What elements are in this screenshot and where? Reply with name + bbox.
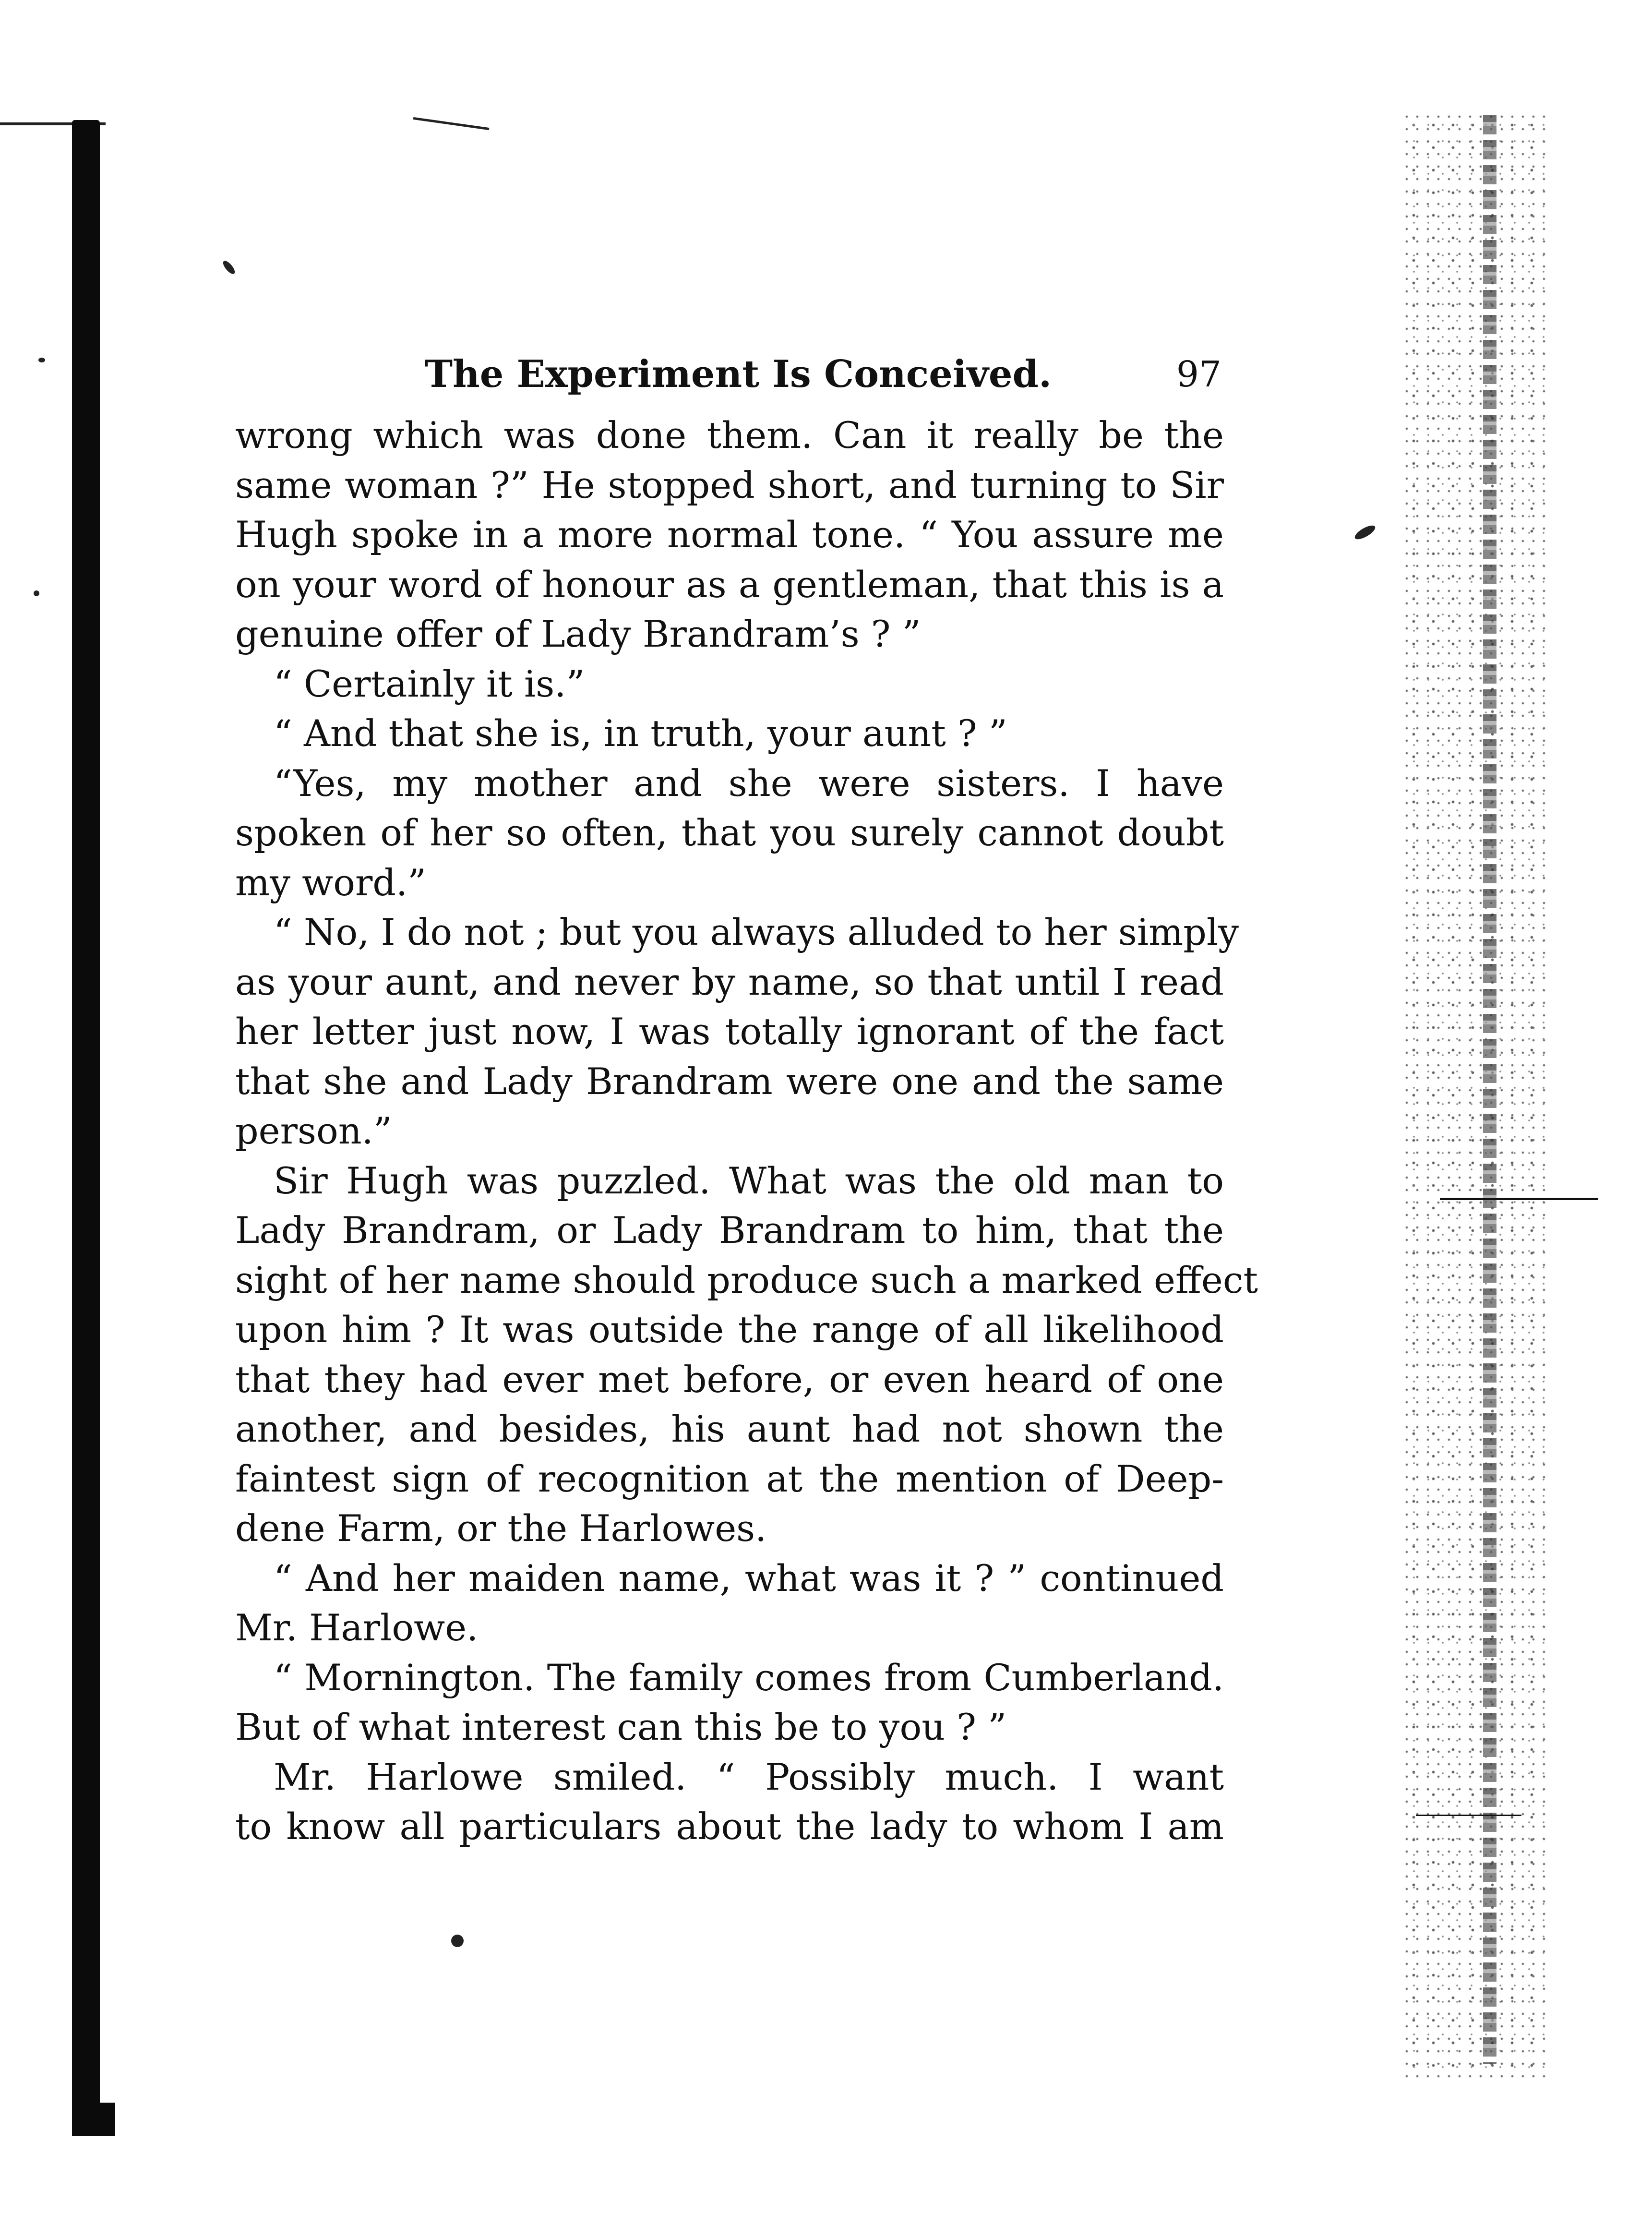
scan-speck <box>451 1935 464 1947</box>
text-line: Mr. Harlowe smiled. “ Possibly much. I want <box>274 1755 1224 1798</box>
scan-speck <box>221 259 237 276</box>
gutter-rule <box>1416 1815 1521 1816</box>
text-line: But of what interest can this be to you ? ” <box>235 1706 1007 1748</box>
text-line: “Yes, my mother and she were sisters. I have <box>274 761 1224 805</box>
body-text <box>235 410 1258 1852</box>
scan-speck <box>38 358 45 362</box>
text-line: Hugh spoke in a more normal tone. “ You assure me <box>235 513 1224 556</box>
binding-edge-foot <box>72 2103 115 2136</box>
text-line: spoken of her so often, that you surely cannot doubt <box>235 811 1224 854</box>
gutter-rule <box>1440 1198 1598 1200</box>
text-line: upon him ? It was outside the range of all likelihood <box>235 1308 1224 1351</box>
text-line: that she and Lady Brandram were one and the same <box>235 1059 1224 1103</box>
text-line: Lady Brandram, or Lady Brandram to him, that the <box>235 1209 1224 1251</box>
text-line: “ And her maiden name, what was it ? ” continued <box>274 1556 1224 1600</box>
text-line: her letter just now, I was totally ignorant of the fact <box>235 1010 1224 1053</box>
text-line: on your word of honour as a gentleman, that this is a <box>235 563 1224 606</box>
text-line: to know all particulars about the lady to whom I am <box>235 1805 1224 1848</box>
text-line: Sir Hugh was puzzled. What was the old man to <box>274 1159 1224 1202</box>
text-line: that they had ever met before, or even heard of one <box>235 1358 1224 1401</box>
scan-speck <box>413 117 489 130</box>
text-line: my word.” <box>235 861 426 904</box>
text-line: “ And that she is, in truth, your aunt ? ” <box>274 712 1007 755</box>
text-line: sight of her name should produce such a marked effect <box>235 1258 1258 1301</box>
text-line: “ No, I do not ; but you always alluded to her simply <box>274 911 1239 953</box>
text-line: “ Mornington. The family comes from Cumberland. <box>274 1656 1224 1699</box>
text-line: same woman ?” He stopped short, and turning to Sir <box>235 463 1224 506</box>
text-line: Mr. Harlowe. <box>235 1606 479 1649</box>
text-line: another, and besides, his aunt had not shown the <box>235 1408 1224 1450</box>
scan-speck <box>34 590 39 596</box>
text-line: as your aunt, and never by name, so that until I read <box>235 960 1224 1003</box>
page-number: 97 <box>1176 354 1221 395</box>
running-title: The Experiment Is Conceived. <box>425 352 1052 396</box>
text-line: faintest sign of recognition at the mention of Deep- <box>235 1457 1224 1500</box>
running-head <box>233 346 1221 403</box>
text-line: wrong which was done them. Can it really be the <box>235 414 1224 457</box>
speckled-gutter <box>1401 110 1545 2079</box>
text-line: genuine offer of Lady Brandram’s ? ” <box>235 613 921 655</box>
gutter-shadow <box>1483 115 1496 2064</box>
binding-edge <box>72 120 100 2136</box>
text-line: dene Farm, or the Harlowes. <box>235 1507 767 1550</box>
text-line: person.” <box>235 1109 392 1152</box>
text-line: “ Certainly it is.” <box>274 662 585 705</box>
scan-speck <box>1353 523 1377 542</box>
